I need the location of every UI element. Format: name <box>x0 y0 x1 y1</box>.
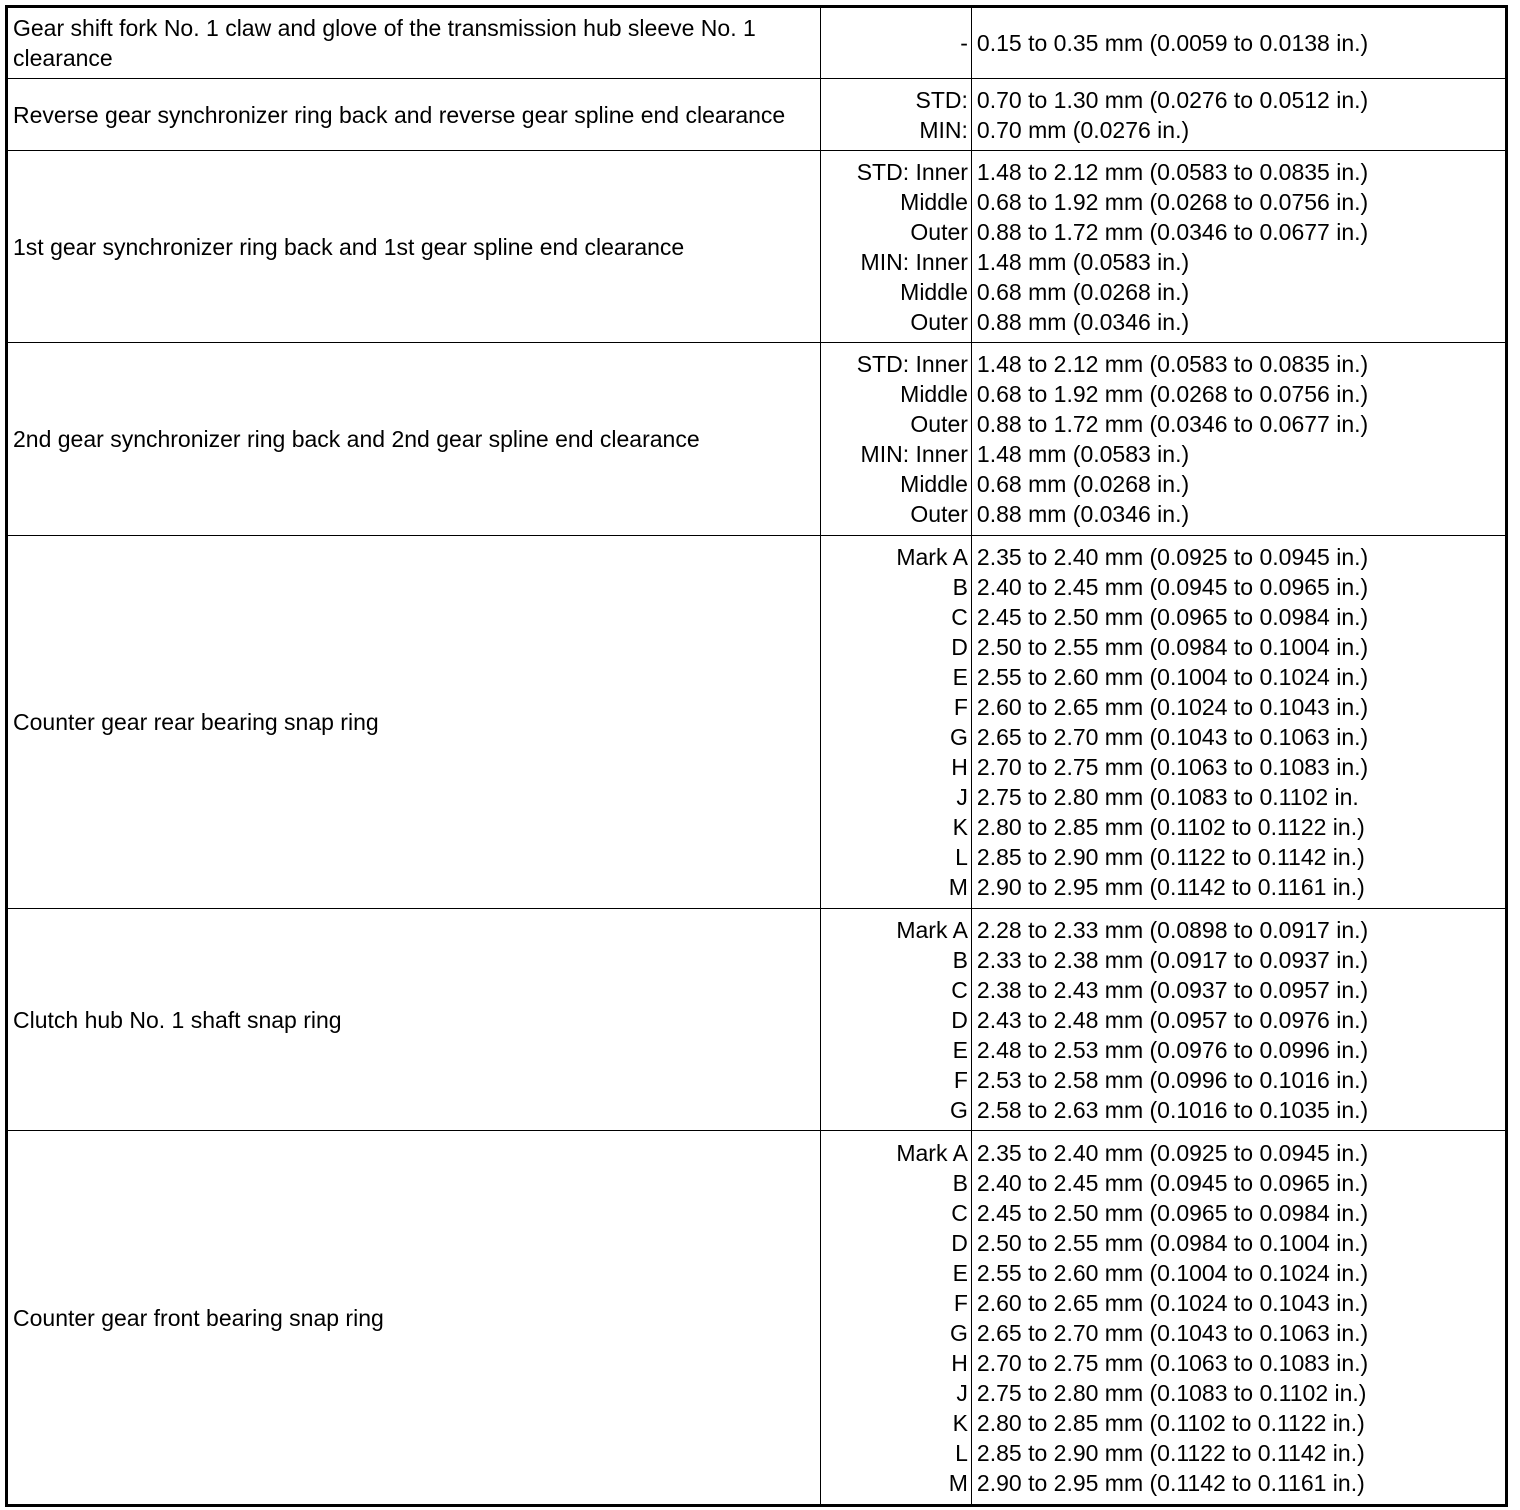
spec-value: 0.68 mm (0.0268 in.) <box>976 278 1190 305</box>
spec-label: F <box>953 694 968 720</box>
spec-label: Outer <box>910 308 968 335</box>
item-cell: Counter gear front bearing snap ring <box>7 1131 821 1506</box>
spec-label: F <box>953 1066 968 1093</box>
spec-value: 1.48 to 2.12 mm (0.0583 to 0.0835 in.) <box>976 351 1369 377</box>
spec-value: 0.88 mm (0.0346 in.) <box>976 501 1190 527</box>
spec-label: B <box>952 1169 968 1196</box>
spec-value: 2.43 to 2.48 mm (0.0957 to 0.0976 in.) <box>976 1006 1369 1033</box>
spec-label: L <box>955 1439 968 1466</box>
spec-label: Outer <box>910 218 968 245</box>
table-row <box>7 79 1507 151</box>
item-cell: 1st gear synchronizer ring back and 1st gear spline end clearance <box>7 151 821 343</box>
spec-value: 2.85 to 2.90 mm (0.1122 to 0.1142 in.) <box>976 844 1365 870</box>
label-cell <box>820 79 971 151</box>
spec-value: 2.28 to 2.33 mm (0.0898 to 0.0917 in.) <box>976 916 1369 943</box>
value-cell <box>971 536 1506 909</box>
spec-label: STD: Inner <box>856 158 968 185</box>
spec-label: - <box>960 30 968 56</box>
spec-value: 2.60 to 2.65 mm (0.1024 to 0.1043 in.) <box>976 694 1369 720</box>
value-cell <box>971 1131 1506 1506</box>
spec-label: Middle <box>900 471 968 497</box>
spec-label: Outer <box>910 501 968 527</box>
spec-label: Mark A <box>896 916 968 943</box>
spec-label: J <box>956 784 968 810</box>
table-row <box>7 909 1507 1131</box>
spec-value: 2.75 to 2.80 mm (0.1083 to 0.1102 in.) <box>976 1379 1367 1406</box>
spec-label: G <box>950 724 968 750</box>
spec-value: 0.88 to 1.72 mm (0.0346 to 0.0677 in.) <box>976 218 1369 245</box>
spec-label: STD: <box>915 86 968 113</box>
spec-value: 2.55 to 2.60 mm (0.1004 to 0.1024 in.) <box>976 664 1369 690</box>
spec-value: 2.55 to 2.60 mm (0.1004 to 0.1024 in.) <box>976 1259 1369 1286</box>
item-cell: Reverse gear synchronizer ring back and reverse gear spline end clearance <box>7 79 821 151</box>
spec-label: Mark A <box>896 1139 968 1166</box>
spec-label: F <box>953 1289 968 1316</box>
spec-value: 2.65 to 2.70 mm (0.1043 to 0.1063 in.) <box>976 1319 1369 1346</box>
spec-label: MIN: Inner <box>860 441 968 467</box>
spec-label: Mark A <box>896 544 968 570</box>
spec-value: 2.50 to 2.55 mm (0.0984 to 0.1004 in.) <box>976 634 1369 660</box>
spec-label: H <box>951 1349 968 1376</box>
spec-value: 0.70 mm (0.0276 in.) <box>976 116 1190 143</box>
spec-value: 0.68 mm (0.0268 in.) <box>976 471 1190 497</box>
spec-label: C <box>951 604 968 630</box>
spec-label: Middle <box>900 278 968 305</box>
item-cell: Clutch hub No. 1 shaft snap ring <box>7 909 821 1131</box>
table-row <box>7 151 1507 343</box>
spec-label: E <box>952 1259 968 1286</box>
spec-value: 2.35 to 2.40 mm (0.0925 to 0.0945 in.) <box>976 544 1369 570</box>
spec-value: 2.65 to 2.70 mm (0.1043 to 0.1063 in.) <box>976 724 1369 750</box>
spec-label: G <box>950 1096 968 1123</box>
spec-value: 2.58 to 2.63 mm (0.1016 to 0.1035 in.) <box>976 1096 1369 1123</box>
spec-value: 1.48 mm (0.0583 in.) <box>976 441 1190 467</box>
item-cell: Counter gear rear bearing snap ring <box>7 536 821 909</box>
spec-label: B <box>952 946 968 973</box>
spec-value: 2.48 to 2.53 mm (0.0976 to 0.0996 in.) <box>976 1036 1369 1063</box>
spec-value: 2.45 to 2.50 mm (0.0965 to 0.0984 in.) <box>976 1199 1369 1226</box>
spec-label: K <box>952 1409 968 1436</box>
spec-label: D <box>951 634 968 660</box>
item-cell: Gear shift fork No. 1 claw and glove of the transmission hub sleeve No. 1 clearance <box>7 7 821 79</box>
label-cell <box>820 343 971 536</box>
label-cell <box>820 7 971 79</box>
spec-value: 0.68 to 1.92 mm (0.0268 to 0.0756 in.) <box>976 188 1369 215</box>
spec-value: 2.33 to 2.38 mm (0.0917 to 0.0937 in.) <box>976 946 1369 973</box>
spec-value: 0.68 to 1.92 mm (0.0268 to 0.0756 in.) <box>976 381 1369 407</box>
item-cell: 2nd gear synchronizer ring back and 2nd gear spline end clearance <box>7 343 821 536</box>
spec-label: MIN: <box>919 116 968 143</box>
spec-label: MIN: Inner <box>860 248 968 275</box>
spec-value: 2.40 to 2.45 mm (0.0945 to 0.0965 in.) <box>976 574 1369 600</box>
spec-label: B <box>952 574 968 600</box>
spec-value: 2.75 to 2.80 mm (0.1083 to 0.1102 in. <box>976 784 1359 810</box>
value-cell <box>971 343 1506 536</box>
value-cell <box>971 909 1506 1131</box>
spec-value: 2.70 to 2.75 mm (0.1063 to 0.1083 in.) <box>976 1349 1369 1376</box>
table-row <box>7 536 1507 909</box>
table-row <box>7 343 1507 536</box>
spec-label: D <box>951 1006 968 1033</box>
spec-label: E <box>952 1036 968 1063</box>
spec-value: 2.85 to 2.90 mm (0.1122 to 0.1142 in.) <box>976 1439 1365 1466</box>
spec-label: M <box>948 1469 968 1496</box>
label-cell <box>820 1131 971 1506</box>
spec-label: D <box>951 1229 968 1256</box>
table-row <box>7 7 1507 79</box>
label-cell <box>820 536 971 909</box>
spec-label: Outer <box>910 411 968 437</box>
spec-value: 2.80 to 2.85 mm (0.1102 to 0.1122 in.) <box>976 1409 1365 1436</box>
spec-label: L <box>955 844 968 870</box>
value-cell <box>971 151 1506 343</box>
spec-label: Middle <box>900 188 968 215</box>
spec-value: 0.88 to 1.72 mm (0.0346 to 0.0677 in.) <box>976 411 1369 437</box>
spec-value: 2.53 to 2.58 mm (0.0996 to 0.1016 in.) <box>976 1066 1369 1093</box>
spec-value: 2.60 to 2.65 mm (0.1024 to 0.1043 in.) <box>976 1289 1369 1316</box>
spec-value: 2.80 to 2.85 mm (0.1102 to 0.1122 in.) <box>976 814 1365 840</box>
spec-value: 1.48 mm (0.0583 in.) <box>976 248 1190 275</box>
spec-value: 2.38 to 2.43 mm (0.0937 to 0.0957 in.) <box>976 976 1369 1003</box>
spec-label: G <box>950 1319 968 1346</box>
value-cell <box>971 7 1506 79</box>
spec-label: K <box>952 814 968 840</box>
spec-label: C <box>951 1199 968 1226</box>
spec-value: 0.88 mm (0.0346 in.) <box>976 308 1190 335</box>
spec-value: 2.90 to 2.95 mm (0.1142 to 0.1161 in.) <box>976 874 1365 900</box>
spec-label: M <box>948 874 968 900</box>
spec-label: C <box>951 976 968 1003</box>
value-cell <box>971 79 1506 151</box>
spec-label: STD: Inner <box>856 351 968 377</box>
label-cell <box>820 909 971 1131</box>
spec-value: 0.70 to 1.30 mm (0.0276 to 0.0512 in.) <box>976 86 1369 113</box>
spec-value: 0.15 to 0.35 mm (0.0059 to 0.0138 in.) <box>976 30 1369 56</box>
spec-value: 2.90 to 2.95 mm (0.1142 to 0.1161 in.) <box>976 1469 1365 1496</box>
spec-value: 2.40 to 2.45 mm (0.0945 to 0.0965 in.) <box>976 1169 1369 1196</box>
spec-label: Middle <box>900 381 968 407</box>
label-cell <box>820 151 971 343</box>
spec-value: 2.35 to 2.40 mm (0.0925 to 0.0945 in.) <box>976 1139 1369 1166</box>
spec-label: H <box>951 754 968 780</box>
specification-table <box>5 5 1508 1507</box>
spec-value: 2.70 to 2.75 mm (0.1063 to 0.1083 in.) <box>976 754 1369 780</box>
spec-value: 2.50 to 2.55 mm (0.0984 to 0.1004 in.) <box>976 1229 1369 1256</box>
table-row <box>7 1131 1507 1506</box>
spec-value: 1.48 to 2.12 mm (0.0583 to 0.0835 in.) <box>976 158 1369 185</box>
spec-label: E <box>952 664 968 690</box>
spec-value: 2.45 to 2.50 mm (0.0965 to 0.0984 in.) <box>976 604 1369 630</box>
spec-label: J <box>956 1379 968 1406</box>
